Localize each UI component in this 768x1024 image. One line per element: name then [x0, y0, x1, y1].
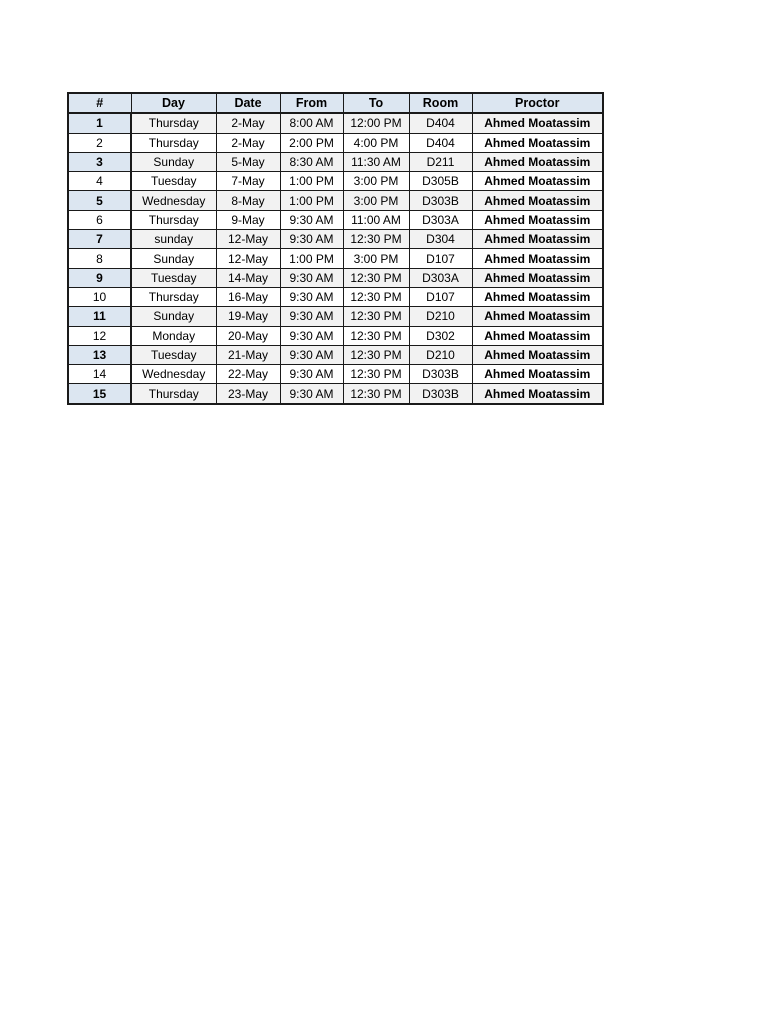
cell-from: 1:00 PM: [280, 172, 343, 191]
cell-proctor: Ahmed Moatassim: [472, 345, 603, 364]
cell-room: D303B: [409, 365, 472, 384]
schedule-table: [67, 92, 604, 405]
cell-from: 9:30 AM: [280, 384, 343, 404]
cell-room: D404: [409, 113, 472, 133]
cell-from: 9:30 AM: [280, 345, 343, 364]
cell-number: 2: [68, 133, 131, 152]
table-row: [68, 326, 603, 345]
cell-to: 12:30 PM: [343, 287, 409, 306]
cell-to: 12:30 PM: [343, 384, 409, 404]
cell-proctor: Ahmed Moatassim: [472, 326, 603, 345]
cell-proctor: Ahmed Moatassim: [472, 287, 603, 306]
cell-room: D303A: [409, 210, 472, 229]
table-row: [68, 172, 603, 191]
cell-from: 8:00 AM: [280, 113, 343, 133]
cell-date: 16-May: [216, 287, 280, 306]
cell-day: Sunday: [131, 152, 216, 171]
cell-day: Tuesday: [131, 268, 216, 287]
cell-to: 3:00 PM: [343, 249, 409, 268]
table-row: [68, 287, 603, 306]
header-row: [68, 93, 603, 113]
cell-to: 12:30 PM: [343, 230, 409, 249]
cell-from: 1:00 PM: [280, 191, 343, 210]
cell-proctor: Ahmed Moatassim: [472, 210, 603, 229]
cell-date: 12-May: [216, 249, 280, 268]
cell-from: 9:30 AM: [280, 307, 343, 326]
cell-room: D210: [409, 345, 472, 364]
cell-day: Monday: [131, 326, 216, 345]
cell-to: 3:00 PM: [343, 172, 409, 191]
cell-room: D305B: [409, 172, 472, 191]
cell-date: 12-May: [216, 230, 280, 249]
cell-number: 3: [68, 152, 131, 171]
cell-date: 2-May: [216, 133, 280, 152]
cell-proctor: Ahmed Moatassim: [472, 133, 603, 152]
cell-to: 12:30 PM: [343, 345, 409, 364]
cell-date: 14-May: [216, 268, 280, 287]
header-date: Date: [216, 93, 280, 113]
table-row: [68, 365, 603, 384]
cell-from: 9:30 AM: [280, 326, 343, 345]
cell-proctor: Ahmed Moatassim: [472, 230, 603, 249]
table-row: [68, 133, 603, 152]
table-row: [68, 268, 603, 287]
cell-date: 9-May: [216, 210, 280, 229]
cell-room: D107: [409, 249, 472, 268]
cell-day: Thursday: [131, 210, 216, 229]
cell-number: 7: [68, 230, 131, 249]
cell-number: 4: [68, 172, 131, 191]
cell-from: 8:30 AM: [280, 152, 343, 171]
cell-from: 9:30 AM: [280, 287, 343, 306]
cell-day: Thursday: [131, 287, 216, 306]
cell-room: D303A: [409, 268, 472, 287]
header-day: Day: [131, 93, 216, 113]
cell-number: 1: [68, 113, 131, 133]
cell-date: 5-May: [216, 152, 280, 171]
cell-date: 7-May: [216, 172, 280, 191]
cell-proctor: Ahmed Moatassim: [472, 384, 603, 404]
cell-date: 23-May: [216, 384, 280, 404]
table-row: [68, 230, 603, 249]
cell-number: 14: [68, 365, 131, 384]
header-from: From: [280, 93, 343, 113]
cell-day: sunday: [131, 230, 216, 249]
table-row: [68, 384, 603, 404]
cell-day: Wednesday: [131, 365, 216, 384]
cell-to: 12:30 PM: [343, 268, 409, 287]
cell-number: 6: [68, 210, 131, 229]
cell-room: D303B: [409, 191, 472, 210]
cell-from: 9:30 AM: [280, 365, 343, 384]
header-number: #: [68, 93, 131, 113]
cell-room: D303B: [409, 384, 472, 404]
cell-number: 10: [68, 287, 131, 306]
cell-day: Wednesday: [131, 191, 216, 210]
cell-to: 3:00 PM: [343, 191, 409, 210]
cell-to: 12:30 PM: [343, 307, 409, 326]
cell-proctor: Ahmed Moatassim: [472, 307, 603, 326]
cell-number: 9: [68, 268, 131, 287]
cell-to: 11:30 AM: [343, 152, 409, 171]
cell-proctor: Ahmed Moatassim: [472, 191, 603, 210]
table-row: [68, 210, 603, 229]
cell-day: Sunday: [131, 307, 216, 326]
cell-room: D211: [409, 152, 472, 171]
cell-proctor: Ahmed Moatassim: [472, 249, 603, 268]
cell-day: Tuesday: [131, 172, 216, 191]
cell-room: D107: [409, 287, 472, 306]
cell-number: 12: [68, 326, 131, 345]
cell-day: Sunday: [131, 249, 216, 268]
table-row: [68, 191, 603, 210]
cell-to: 12:30 PM: [343, 365, 409, 384]
cell-to: 11:00 AM: [343, 210, 409, 229]
table-row: [68, 249, 603, 268]
cell-day: Thursday: [131, 113, 216, 133]
cell-day: Thursday: [131, 384, 216, 404]
table-row: [68, 345, 603, 364]
table-row: [68, 113, 603, 133]
header-proctor: Proctor: [472, 93, 603, 113]
header-room: Room: [409, 93, 472, 113]
cell-date: 19-May: [216, 307, 280, 326]
cell-to: 4:00 PM: [343, 133, 409, 152]
cell-proctor: Ahmed Moatassim: [472, 113, 603, 133]
cell-number: 5: [68, 191, 131, 210]
cell-from: 9:30 AM: [280, 210, 343, 229]
cell-room: D302: [409, 326, 472, 345]
cell-from: 9:30 AM: [280, 230, 343, 249]
table-body: [68, 113, 603, 403]
table-row: [68, 152, 603, 171]
cell-room: D304: [409, 230, 472, 249]
cell-number: 11: [68, 307, 131, 326]
cell-number: 15: [68, 384, 131, 404]
cell-room: D210: [409, 307, 472, 326]
cell-day: Tuesday: [131, 345, 216, 364]
cell-proctor: Ahmed Moatassim: [472, 365, 603, 384]
cell-date: 2-May: [216, 113, 280, 133]
cell-date: 8-May: [216, 191, 280, 210]
cell-date: 22-May: [216, 365, 280, 384]
table-row: [68, 307, 603, 326]
cell-day: Thursday: [131, 133, 216, 152]
cell-to: 12:30 PM: [343, 326, 409, 345]
cell-date: 21-May: [216, 345, 280, 364]
cell-from: 2:00 PM: [280, 133, 343, 152]
cell-proctor: Ahmed Moatassim: [472, 152, 603, 171]
header-to: To: [343, 93, 409, 113]
cell-proctor: Ahmed Moatassim: [472, 268, 603, 287]
cell-date: 20-May: [216, 326, 280, 345]
table-header: [68, 93, 603, 113]
cell-number: 8: [68, 249, 131, 268]
cell-proctor: Ahmed Moatassim: [472, 172, 603, 191]
cell-from: 1:00 PM: [280, 249, 343, 268]
cell-number: 13: [68, 345, 131, 364]
cell-room: D404: [409, 133, 472, 152]
cell-to: 12:00 PM: [343, 113, 409, 133]
cell-from: 9:30 AM: [280, 268, 343, 287]
